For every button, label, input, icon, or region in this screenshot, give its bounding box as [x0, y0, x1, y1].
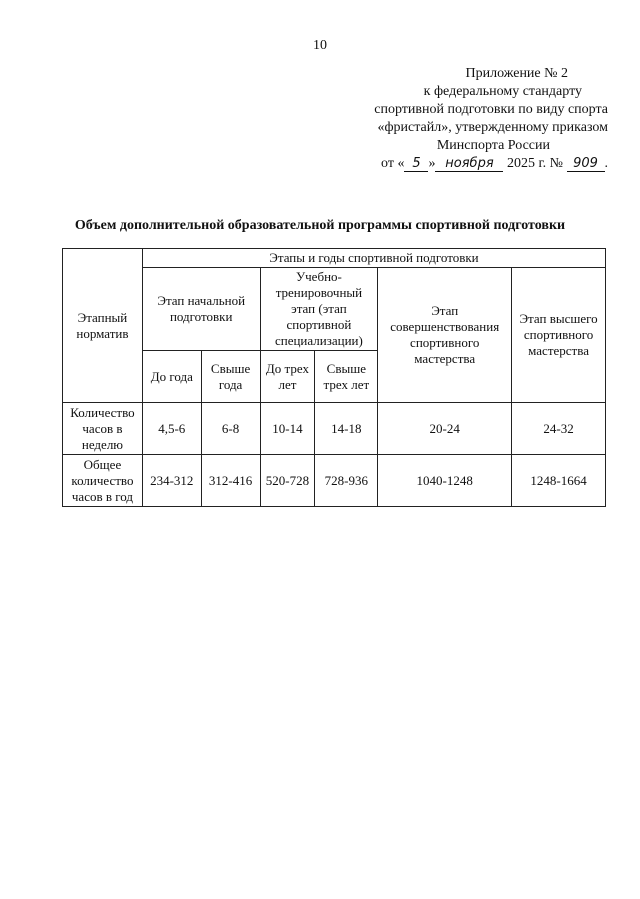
header-initial-stage: Этап начальной подготовки — [142, 268, 260, 351]
table-cell: 520-728 — [260, 455, 315, 507]
order-line — [308, 155, 608, 173]
row-label: Общее количество часов в год — [63, 455, 143, 507]
table-cell: 20-24 — [378, 403, 512, 455]
header-higher-stage: Этап высшего спортивного мастерства — [512, 268, 606, 403]
order-month: ноября — [435, 157, 503, 172]
table-cell: 312-416 — [201, 455, 260, 507]
appendix-line: Минспорта России — [436, 138, 550, 153]
table-cell: 728-936 — [315, 455, 378, 507]
appendix-block — [308, 65, 608, 173]
header-improvement-stage: Этап совершенствования спортивного мастерства — [378, 268, 512, 403]
order-number: 909 — [567, 157, 605, 172]
header-training-up-to-three: До трех лет — [260, 351, 315, 403]
table-cell: 10-14 — [260, 403, 315, 455]
program-volume-table — [62, 248, 606, 507]
table-cell: 24-32 — [512, 403, 606, 455]
order-suffix: . — [604, 156, 608, 171]
table-cell: 1040-1248 — [378, 455, 512, 507]
header-stages-years: Этапы и годы спортивной подготовки — [142, 249, 605, 268]
header-training-over-three: Свыше трех лет — [315, 351, 378, 403]
table-cell: 1248-1664 — [512, 455, 606, 507]
appendix-line: Приложение № 2 — [465, 66, 568, 81]
header-initial-up-to-year: До года — [142, 351, 201, 403]
appendix-line: «фристайл», утвержденному приказом — [377, 120, 608, 135]
table-cell: 6-8 — [201, 403, 260, 455]
table-cell: 14-18 — [315, 403, 378, 455]
appendix-line: спортивной подготовки по виду спорта — [374, 102, 608, 117]
row-label: Количество часов в неделю — [63, 403, 143, 455]
document-title: Объем дополнительной образовательной программы спортивной подготовки — [74, 218, 566, 233]
header-training-stage: Учебно-тренировочный этап (этап спортивной специализации) — [260, 268, 378, 351]
table-cell: 4,5-6 — [142, 403, 201, 455]
order-mid: » — [428, 156, 436, 171]
page-number: 10 — [313, 38, 327, 53]
order-prefix: от « — [381, 156, 405, 171]
order-day: 5 — [404, 157, 428, 172]
table-row — [63, 403, 606, 455]
header-initial-over-year: Свыше года — [201, 351, 260, 403]
appendix-line: к федеральному стандарту — [423, 84, 582, 99]
order-year: 2025 г. № — [506, 156, 563, 171]
table-cell: 234-312 — [142, 455, 201, 507]
header-stage-norm: Этапный норматив — [63, 249, 143, 403]
table-row — [63, 455, 606, 507]
